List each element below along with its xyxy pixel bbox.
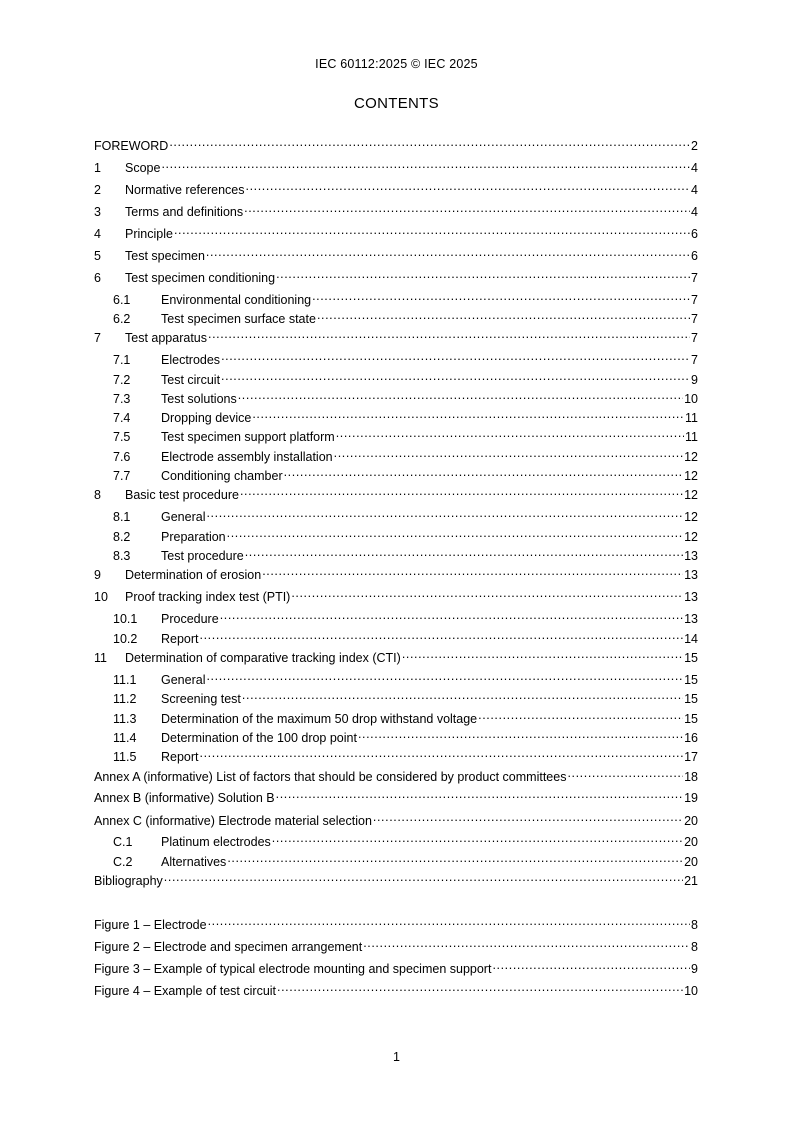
dot-leader: [277, 979, 683, 995]
dot-leader: [206, 668, 683, 684]
figure-entry[interactable]: [94, 913, 698, 932]
toc-entry-number: C.2: [113, 855, 133, 869]
dot-leader: [272, 830, 683, 846]
toc-entry-number: 7.5: [113, 430, 131, 444]
toc-entry-page: 6: [691, 249, 698, 263]
toc-entry-number: 7.7: [113, 469, 131, 483]
dot-leader: [174, 222, 690, 238]
toc-entry[interactable]: [94, 585, 698, 604]
toc-entry-page: 8: [691, 918, 698, 932]
toc-entry-page: 14: [684, 632, 698, 646]
toc-entry[interactable]: [94, 707, 698, 726]
dot-leader: [402, 646, 683, 662]
toc-entry-number: 3: [94, 205, 101, 219]
dot-leader: [246, 178, 691, 194]
toc-entry[interactable]: [94, 266, 698, 285]
toc-entry-page: 16: [684, 731, 698, 745]
toc-entry-page: 4: [691, 205, 698, 219]
dot-leader: [240, 483, 683, 499]
toc-entry-page: 18: [684, 770, 698, 784]
toc-entry-page: 11: [685, 411, 698, 425]
dot-leader: [284, 464, 683, 480]
toc-entry[interactable]: [94, 525, 698, 544]
toc-entry-page: 7: [691, 312, 698, 326]
toc-entry[interactable]: [94, 156, 698, 175]
contents-title: CONTENTS: [354, 95, 439, 112]
toc-entry[interactable]: [94, 607, 698, 626]
toc-entry-title: Test specimen: [125, 249, 205, 263]
toc-entry-number: 9: [94, 568, 101, 582]
toc-entry[interactable]: [94, 505, 698, 524]
toc-entry-title: Determination of erosion: [125, 568, 262, 582]
toc-entry-page: 15: [684, 673, 698, 687]
toc-entry-title: Electrode assembly installation: [161, 450, 333, 464]
toc-entry-number: 8: [94, 488, 101, 502]
dot-leader: [161, 156, 690, 172]
toc-entry-page: 7: [691, 271, 698, 285]
toc-entry-page: 12: [684, 450, 698, 464]
toc-entry-page: 21: [684, 874, 698, 888]
toc-entry-number: 11.3: [113, 712, 137, 726]
toc-entry-title: Bibliography: [94, 874, 163, 888]
toc-entry-number: C.1: [113, 835, 133, 849]
toc-entry-title: Determination of the 100 drop point: [161, 731, 357, 745]
toc-entry-page: 20: [684, 835, 698, 849]
toc-entry-number: 11.5: [113, 750, 137, 764]
toc-entry-title: Figure 3 – Example of typical electrode mounting and specimen support: [94, 962, 492, 976]
dot-leader: [317, 307, 690, 323]
toc-entry-number: 7.6: [113, 450, 131, 464]
toc-entry-title: Normative references: [125, 183, 245, 197]
toc-entry[interactable]: [94, 850, 698, 869]
toc-entry-number: 11: [94, 651, 107, 665]
toc-entry[interactable]: [94, 726, 698, 745]
toc-entry[interactable]: [94, 745, 698, 764]
dot-leader: [276, 266, 690, 282]
dot-leader: [164, 869, 683, 885]
toc-entry-number: 10.1: [113, 612, 138, 626]
dot-leader: [312, 288, 690, 304]
toc-entry-page: 4: [691, 183, 698, 197]
toc-entry-page: 15: [684, 651, 698, 665]
dot-leader: [276, 786, 683, 802]
toc-entry[interactable]: [94, 178, 698, 197]
toc-entry-number: 11.2: [113, 692, 137, 706]
dot-leader: [245, 544, 683, 560]
dot-leader: [336, 425, 684, 441]
toc-entry-page: 13: [684, 612, 698, 626]
toc-entry[interactable]: [94, 544, 698, 563]
toc-entry-page: 13: [684, 590, 698, 604]
figure-entry[interactable]: [94, 935, 698, 954]
toc-entry-page: 8: [691, 940, 698, 954]
dot-leader: [478, 707, 683, 723]
toc-entry-number: 6: [94, 271, 101, 285]
dot-leader: [242, 687, 683, 703]
toc-entry[interactable]: [94, 244, 698, 263]
dot-leader: [373, 809, 683, 825]
toc-entry-page: 19: [684, 791, 698, 805]
toc-entry-title: Test procedure: [161, 549, 244, 563]
toc-entry-page: 6: [691, 227, 698, 241]
dot-leader: [169, 134, 690, 150]
toc-entry-title: General: [161, 510, 206, 524]
dot-leader: [208, 913, 690, 929]
toc-entry-page: 12: [684, 469, 698, 483]
toc-entry[interactable]: [94, 200, 698, 219]
toc-entry-number: 10.2: [113, 632, 138, 646]
toc-entry-title: Figure 2 – Electrode and specimen arrangement: [94, 940, 363, 954]
toc-entry-page: 15: [684, 712, 698, 726]
toc-entry[interactable]: [94, 348, 698, 367]
toc-entry-number: 8.2: [113, 530, 131, 544]
toc-entry[interactable]: [94, 483, 698, 502]
toc-entry-page: 10: [684, 392, 698, 406]
toc-entry-title: Report: [161, 632, 199, 646]
toc-entry-number: 10: [94, 590, 108, 604]
toc-entry-number: 8.1: [113, 510, 131, 524]
toc-entry-page: 12: [684, 488, 698, 502]
toc-entry[interactable]: [94, 464, 698, 483]
toc-entry-page: 17: [684, 750, 698, 764]
toc-entry-title: Annex C (informative) Electrode material selection: [94, 814, 372, 828]
dot-leader: [220, 607, 683, 623]
toc-entry-page: 15: [684, 692, 698, 706]
toc-entry-title: Principle: [125, 227, 173, 241]
toc-entry-number: 11.1: [113, 673, 137, 687]
dot-leader: [363, 935, 690, 951]
toc-entry-title: Environmental conditioning: [161, 293, 312, 307]
dot-leader: [252, 406, 684, 422]
toc-entry-title: Electrodes: [161, 353, 221, 367]
toc-entry[interactable]: [94, 222, 698, 241]
toc-entry[interactable]: [94, 646, 698, 665]
toc-entry-title: Dropping device: [161, 411, 252, 425]
toc-entry[interactable]: [94, 563, 698, 582]
toc-entry-title: General: [161, 673, 206, 687]
dot-leader: [221, 368, 690, 384]
toc-entry[interactable]: [94, 368, 698, 387]
toc-entry-page: 7: [691, 353, 698, 367]
toc-entry[interactable]: [94, 406, 698, 425]
figure-entry[interactable]: [94, 979, 698, 998]
toc-entry-page: 12: [684, 530, 698, 544]
toc-entry-title: Test apparatus: [125, 331, 207, 345]
dot-leader: [221, 348, 690, 364]
dot-leader: [238, 387, 683, 403]
figure-entry[interactable]: [94, 957, 698, 976]
dot-leader: [244, 200, 690, 216]
toc-entry-page: 9: [691, 962, 698, 976]
toc-entry[interactable]: [94, 307, 698, 326]
toc-entry-title: Test specimen support platform: [161, 430, 335, 444]
toc-entry-title: Determination of the maximum 50 drop withstand voltage: [161, 712, 478, 726]
dot-leader: [206, 244, 690, 260]
dot-leader: [358, 726, 683, 742]
toc-entry-title: FOREWORD: [94, 139, 169, 153]
toc-entry[interactable]: [94, 288, 698, 307]
toc-entry-page: 4: [691, 161, 698, 175]
toc-entry-number: 11.4: [113, 731, 137, 745]
toc-entry-page: 13: [684, 568, 698, 582]
toc-entry-title: Alternatives: [161, 855, 227, 869]
toc-entry[interactable]: [94, 668, 698, 687]
document-header: IEC 60112:2025 © IEC 2025: [315, 57, 478, 71]
toc-entry-number: 7: [94, 331, 101, 345]
toc-entry-title: Proof tracking index test (PTI): [125, 590, 291, 604]
toc-entry-number: 5: [94, 249, 101, 263]
page-number: 1: [393, 1050, 400, 1064]
toc-entry-number: 7.4: [113, 411, 131, 425]
toc-entry-title: Test solutions: [161, 392, 237, 406]
dot-leader: [492, 957, 690, 973]
dot-leader: [200, 627, 684, 643]
toc-entry-page: 11: [685, 430, 698, 444]
toc-entry-number: 2: [94, 183, 101, 197]
dot-leader: [200, 745, 684, 761]
dot-leader: [227, 850, 683, 866]
toc-entry-number: 7.1: [113, 353, 131, 367]
toc-entry-title: Annex A (informative) List of factors that should be considered by product committees: [94, 770, 567, 784]
toc-entry-number: 6.2: [113, 312, 131, 326]
toc-entry-title: Figure 4 – Example of test circuit: [94, 984, 277, 998]
toc-entry[interactable]: [94, 387, 698, 406]
toc-entry[interactable]: [94, 425, 698, 444]
toc-entry[interactable]: [94, 765, 698, 784]
toc-entry-title: Test specimen surface state: [161, 312, 316, 326]
toc-entry-page: 7: [691, 293, 698, 307]
toc-entry-page: 7: [691, 331, 698, 345]
toc-entry[interactable]: [94, 786, 698, 805]
toc-entry-title: Preparation: [161, 530, 226, 544]
toc-entry-title: Figure 1 – Electrode: [94, 918, 207, 932]
toc-entry-page: 20: [684, 814, 698, 828]
dot-leader: [334, 445, 683, 461]
toc-entry-page: 10: [684, 984, 698, 998]
toc-entry-number: 6.1: [113, 293, 131, 307]
toc-entry[interactable]: [94, 326, 698, 345]
dot-leader: [208, 326, 690, 342]
toc-entry-title: Platinum electrodes: [161, 835, 271, 849]
toc-entry-title: Annex B (informative) Solution B: [94, 791, 275, 805]
toc-entry-title: Scope: [125, 161, 161, 175]
toc-entry-page: 2: [691, 139, 698, 153]
toc-entry[interactable]: [94, 809, 698, 828]
dot-leader: [206, 505, 683, 521]
toc-entry-page: 13: [684, 549, 698, 563]
toc-entry-title: Test circuit: [161, 373, 221, 387]
toc-entry-title: Procedure: [161, 612, 219, 626]
toc-entry[interactable]: [94, 687, 698, 706]
toc-entry[interactable]: [94, 869, 698, 888]
toc-entry-number: 1: [94, 161, 101, 175]
toc-entry-title: Basic test procedure: [125, 488, 239, 502]
toc-entry-title: Test specimen conditioning: [125, 271, 276, 285]
toc-entry[interactable]: [94, 627, 698, 646]
toc-entry-page: 9: [691, 373, 698, 387]
toc-entry[interactable]: [94, 445, 698, 464]
toc-entry-number: 4: [94, 227, 101, 241]
toc-entry-number: 7.2: [113, 373, 131, 387]
toc-entry-title: Report: [161, 750, 199, 764]
toc-entry[interactable]: [94, 134, 698, 153]
dot-leader: [567, 765, 683, 781]
toc-entry-title: Terms and definitions: [125, 205, 244, 219]
toc-entry[interactable]: [94, 830, 698, 849]
dot-leader: [291, 585, 683, 601]
toc-entry-page: 20: [684, 855, 698, 869]
toc-entry-title: Conditioning chamber: [161, 469, 283, 483]
toc-entry-page: 12: [684, 510, 698, 524]
toc-entry-title: Determination of comparative tracking index (CTI): [125, 651, 401, 665]
toc-entry-title: Screening test: [161, 692, 241, 706]
dot-leader: [227, 525, 683, 541]
dot-leader: [262, 563, 683, 579]
toc-entry-number: 7.3: [113, 392, 131, 406]
toc-entry-number: 8.3: [113, 549, 131, 563]
